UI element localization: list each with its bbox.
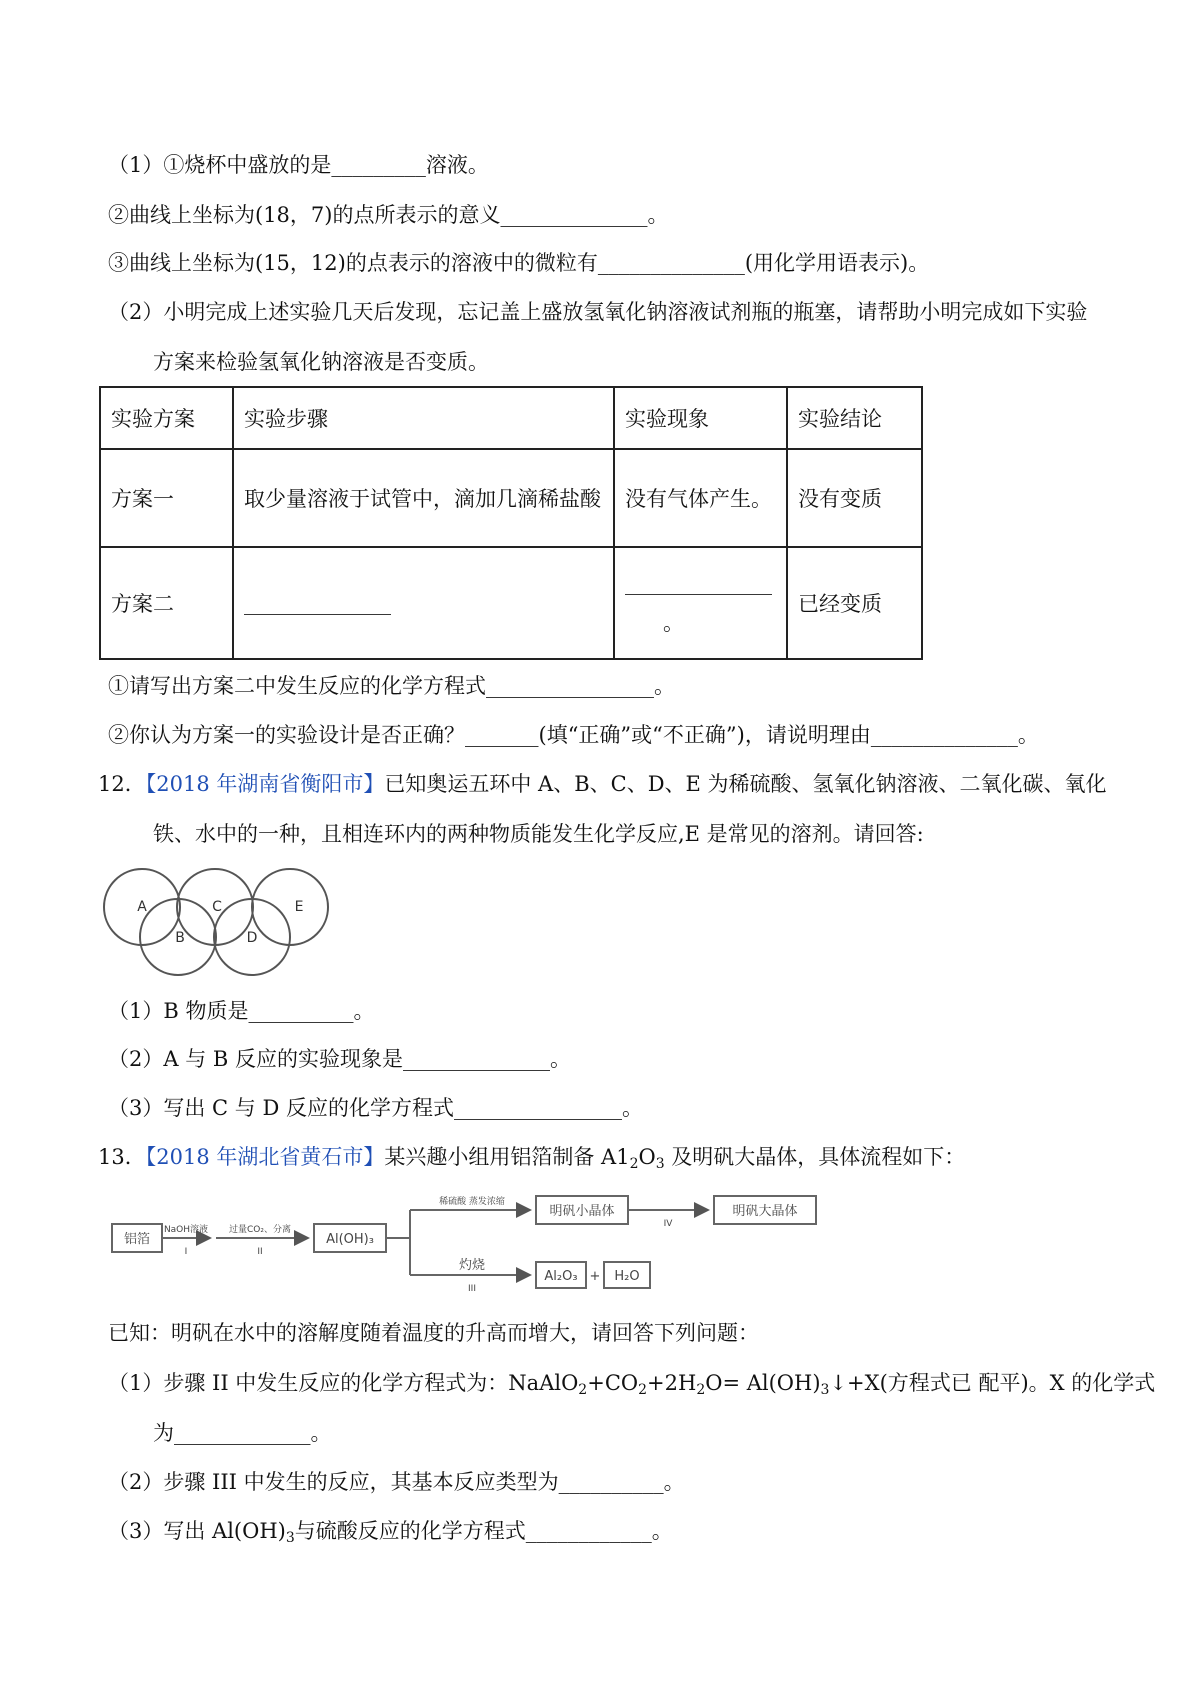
table-cell — [614, 547, 787, 659]
q13-s1-text: O= Al(OH) — [705, 1371, 821, 1395]
table-cell: 方案二 — [100, 547, 233, 659]
flow-upper-label: 明矾小晶体 — [549, 1204, 615, 1219]
table-cell: 没有气体产生。 — [614, 449, 787, 547]
q11-part2-line-a: （2）小明完成上述实验几天后发现，忘记盖上盛放氢氧化钠溶液试剂瓶的瓶塞，请帮助小明完成如下实验 — [108, 300, 1088, 324]
table-cell: 没有变质 — [787, 449, 922, 547]
q13-sub-1-line-b: 为_____________。 — [153, 1421, 332, 1445]
flow-start-label: 铝箔 — [123, 1232, 151, 1247]
ring-label-c: C — [212, 899, 222, 915]
table-cell-blank: ______________ — [625, 571, 772, 595]
q13-stem-sub2: 3 — [655, 1156, 665, 1172]
flow-final-label: 明矾大晶体 — [732, 1204, 798, 1219]
flow-lower-reagent: 灼烧 — [458, 1258, 486, 1273]
q13-source: 【2018 年湖北省黄石市】 — [145, 1145, 385, 1169]
q13-stem-sub1: 2 — [629, 1156, 639, 1172]
q13-s1-text: +CO — [587, 1371, 639, 1395]
table-cell: 已经变质 — [787, 547, 922, 659]
q13-s1-sub: 2 — [578, 1382, 588, 1398]
q13-sub-1-line-a — [108, 1368, 1155, 1398]
flow-upper-num: IV — [663, 1219, 673, 1229]
q13-s1-text: （1）步骤 II 中发生反应的化学方程式为：NaAlO — [108, 1371, 579, 1395]
q13-number: 13． — [98, 1145, 146, 1169]
q11-part1-line-c: ③曲线上坐标为(15，12)的点表示的溶液中的微粒有______________(用化学用语表示)。 — [108, 251, 930, 275]
q11-part1-line-a: （1）①烧杯中盛放的是_________溶液。 — [108, 153, 489, 177]
q11-part2-line-b: 方案来检验氢氧化钠溶液是否变质。 — [153, 350, 489, 374]
table-cell: ______________ — [233, 547, 614, 659]
flow-step1-reagent: NaOH溶液 — [163, 1225, 209, 1235]
table-header-cell: 实验现象 — [614, 387, 787, 449]
q12-source: 【2018 年湖南省衡阳市】 — [145, 772, 385, 796]
q13-s3-text: 与硫酸反应的化学方程式____________。 — [294, 1519, 673, 1543]
ring-label-a: A — [137, 899, 147, 915]
q13-s1-text: +2H — [647, 1371, 697, 1395]
q13-s1-sub: 2 — [638, 1382, 648, 1398]
table-header-row — [100, 387, 922, 449]
q13-s1-sub: 2 — [696, 1382, 706, 1398]
q11-part1-line-b: ②曲线上坐标为(18，7)的点所表示的意义______________。 — [108, 203, 669, 227]
ring-label-e: E — [294, 899, 304, 915]
q13-s1-sub: 3 — [820, 1382, 830, 1398]
table-header-cell: 实验步骤 — [233, 387, 614, 449]
table-row — [100, 547, 922, 659]
q12-sub-1: （1）B 物质是__________。 — [108, 999, 375, 1023]
q13-stem-pre: 某兴趣小组用铝箔制备 A1 — [384, 1145, 630, 1169]
flow-upper-reagent: 稀硫酸 蒸发浓缩 — [439, 1197, 505, 1207]
olympic-rings-diagram — [100, 865, 340, 980]
q13-stem-mid: O — [638, 1145, 656, 1169]
ring-label-d: D — [246, 930, 258, 946]
q12-sub-2: （2）A 与 B 反应的实验现象是______________。 — [108, 1047, 571, 1071]
table-header-cell: 实验结论 — [787, 387, 922, 449]
ring-label-b: B — [175, 930, 185, 946]
table-cell: 方案一 — [100, 449, 233, 547]
q11-after-line-b: ②你认为方案一的实验设计是否正确？_______(填“正确”或“不正确”)，请说明理由______________。 — [108, 723, 1039, 747]
q13-s1-text: ↓+X(方程式已 配平)。X 的化学式 — [829, 1371, 1156, 1395]
q13-s3-text: （3）写出 Al(OH) — [108, 1519, 286, 1543]
flow-step1-num: I — [184, 1247, 188, 1257]
q13-s3-sub: 3 — [285, 1530, 295, 1546]
flow-plus: + — [589, 1269, 601, 1284]
table-cell: 取少量溶液于试管中，滴加几滴稀盐酸 — [233, 449, 614, 547]
q13-stem-line — [98, 1142, 965, 1172]
flow-lower-num: III — [468, 1284, 476, 1294]
q13-stem-post: 及明矾大晶体，具体流程如下： — [664, 1145, 966, 1169]
flow-prod2-label: H₂O — [614, 1269, 640, 1284]
flow-prod1-label: Al₂O₃ — [544, 1269, 578, 1284]
experiment-table — [99, 386, 923, 660]
q13-sub-2: （2）步骤 III 中发生的反应，其基本反应类型为__________。 — [108, 1470, 685, 1494]
flow-step2-reagent: 过量CO₂、分离 — [229, 1225, 291, 1235]
q13-known-line: 已知：明矾在水中的溶解度随着温度的升高而增大，请回答下列问题： — [108, 1321, 759, 1345]
table-row — [100, 449, 922, 547]
process-flow-diagram — [110, 1190, 830, 1300]
q12-stem-line-b: 铁、水中的一种，且相连环内的两种物质能发生化学反应,E 是常见的溶剂。请回答: — [153, 822, 924, 846]
q12-stem-text: 已知奥运五环中 A、B、C、D、E 为稀硫酸、氢氧化钠溶液、二氧化碳、氧化 — [384, 772, 1107, 796]
q12-number: 12． — [98, 772, 146, 796]
q13-sub-3 — [108, 1516, 673, 1546]
q11-after-line-a: ①请写出方案二中发生反应的化学方程式________________。 — [108, 674, 675, 698]
q12-sub-3: （3）写出 C 与 D 反应的化学方程式________________。 — [108, 1096, 643, 1120]
table-header-cell: 实验方案 — [100, 387, 233, 449]
flow-step2-num: II — [257, 1247, 263, 1257]
q12-stem-line-a — [98, 769, 1107, 799]
flow-mid-label: Al(OH)₃ — [326, 1232, 374, 1247]
table-cell-period: 。 — [663, 611, 684, 635]
